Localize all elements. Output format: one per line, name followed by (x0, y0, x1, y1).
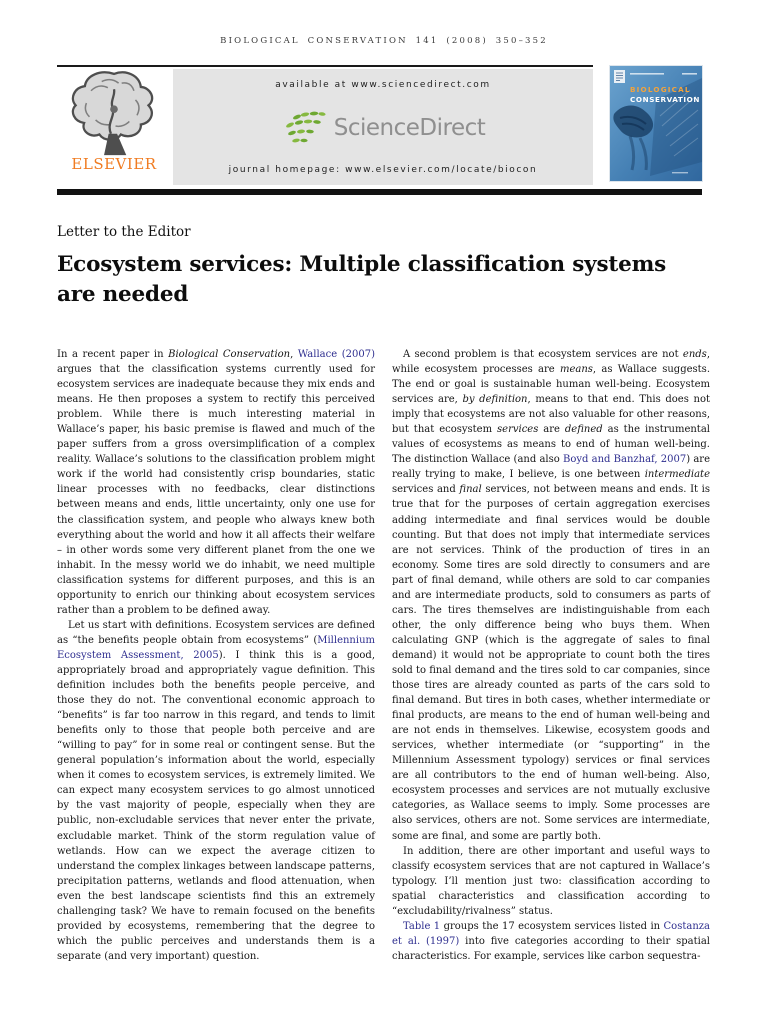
body-text: ) are really trying to make, I believe, is one between (392, 454, 711, 481)
publisher-banner (57, 65, 710, 197)
paragraph (392, 919, 710, 964)
emphasis-text: by definition (462, 394, 528, 406)
emphasis-text: means (559, 364, 593, 376)
banner-top-rule (57, 65, 593, 67)
body-text: In addition, there are other important and useful ways to classify ecosystem services that are not captured in Wallace’s typology. I’ll mention just two: classification according to spatial characteristics and classification according to “excludability/rivalness” status. (392, 845, 710, 917)
paragraph (57, 618, 375, 964)
elsevier-tree-icon (68, 69, 160, 157)
sciencedirect-leaves-icon (281, 109, 327, 147)
body-text: , (290, 349, 298, 360)
citation-link[interactable]: Millennium Ecosystem Assessment, 2005 (57, 634, 375, 661)
emphasis-text: intermediate (644, 469, 710, 481)
journal-homepage-link[interactable]: journal homepage: www.elsevier.com/locate/biocon (228, 165, 538, 175)
sciencedirect-wordmark: ScienceDirect (333, 114, 486, 141)
paragraph (392, 844, 710, 919)
body-text: , means to that end. This does not imply that ecosystems are not also valuable for other reasons, but that ecosystem (392, 394, 710, 436)
emphasis-text: ends (682, 349, 707, 360)
cover-title-line1: BIOLOGICAL (630, 85, 691, 94)
running-head-citation: BIOLOGICAL CONSERVATION 141 (2008) 350–352 (220, 36, 548, 46)
text-column-right (392, 347, 710, 964)
body-text: services and (392, 484, 460, 496)
section-label: Letter to the Editor (57, 224, 191, 240)
emphasis-text: defined (564, 424, 603, 436)
body-text: , while ecosystem processes are (392, 349, 710, 376)
body-text: into five categories according to their spatial characteristics. For example, services like carbon sequestra- (392, 935, 710, 962)
emphasis-text: final (459, 484, 482, 496)
article-title: Ecosystem services: Multiple classification systems are needed (57, 252, 667, 307)
article-body (57, 347, 710, 964)
citation-link[interactable]: Costanza et al. (1997) (392, 920, 710, 947)
body-text: A second problem is that ecosystem services are not (403, 349, 683, 360)
emphasis-text: services (497, 424, 539, 436)
citation-link[interactable]: Wallace (2007) (297, 349, 375, 360)
sciencedirect-logo (281, 109, 486, 147)
emphasis-text: Biological Conservation (168, 349, 291, 360)
paragraph (392, 347, 710, 844)
body-text: are (538, 424, 565, 436)
journal-cover-image (610, 66, 702, 181)
body-text: as the instrumental values of ecosystems as means to end of human well-being. The distinction Wallace (and also (392, 424, 710, 466)
body-text: In a recent paper in (57, 349, 169, 360)
body-text: services, not between means and ends. It is true that for the purposes of certain aggregation exercises adding intermediate and final services would be double counting. But that does not imply that intermediate services are not services. Think of the production of tires in an economy. Some tires are sold directly to consumers and are part of final demand, while others are sold to car companies and are intermediate products, sold to consumers as parts of cars. The tires themselves are indistinguishable from each other, the only difference being who buys them. When calculating GNP (which is the aggregate of sales to final demand) it would not be appropriate to count both the tires sold to final demand and the tires sold to car companies, since those tires are already counted as parts of the cars sold to final demand. But tires in both cases, whether intermediate or final products, are means to the end of human well-being and are not ends in themselves. Likewise, ecosystem goods and services, whether intermediate (or “supporting” in the Millennium Assessment typology) services or final services are all contributors to the end of human well-being. Also, ecosystem processes and services are not mutually exclusive categories, as Wallace seems to imply. Some processes are also services, others are not. Some services are intermediate, some are final, and some are partly both. (392, 484, 710, 842)
journal-cover (610, 66, 702, 181)
elsevier-logo (57, 69, 171, 185)
citation-link[interactable]: Table 1 (403, 920, 441, 932)
body-text: ). I think this is a good, appropriately broad and appropriately vague definition. This definition includes both the benefits people perceive, and those they do not. The conventional economic approach to “benefits” is far too narrow in this regard, and tends to limit benefits only to those that people both perceive and are “willing to pay” for in some real or contingent sense. But the general population’s information about the world, especially when it comes to ecosystem services, is extremely limited. We can expect many ecosystem services to go almost unnoticed by the vast majority of people, especially when they are public, non-excludable services that never enter the private, excludable market. Think of the storm regulation value of wetlands. How can we expect the average citizen to understand the complex linkages between landscape patterns, precipitation patterns, wetlands and flood attenuation, when even the best landscape scientists find this an extremely challenging task? We have to remain focused on the benefits provided by ecosystems, remembering that the degree to which the public perceives and understands them is a separate (and very important) question. (57, 649, 375, 962)
available-at-link[interactable]: available at www.sciencedirect.com (275, 80, 491, 90)
sciencedirect-banner (173, 69, 593, 185)
body-text: , as Wallace suggests. The end or goal is sustainable human well-being. Ecosystem services are, (392, 364, 710, 406)
paragraph (57, 347, 375, 618)
body-text: groups the 17 ecosystem services listed in (440, 920, 664, 932)
cover-title-line2: CONSERVATION (630, 95, 701, 104)
elsevier-wordmark: ELSEVIER (71, 155, 157, 173)
body-text: argues that the classification systems currently used for ecosystem services are inadequate because they mix ends and means. He then proposes a system to rectify this perceived problem. While there is much interesting material in Wallace’s paper, his basic premise is flawed and much of the paper suffers from a gross oversimplification of a complex reality. Wallace’s solutions to the classification problem might work if the world had consistently crisp boundaries, static linear processes with no feedbacks, clear distinctions between means and ends, little uncertainty, only one use for the classification system, and people who always knew both everything about the world and how it all affects their welfare – in other words some very different planet from the one we inhabit. In the messy world we do inhabit, we need multiple classification systems for different purposes, and this is an opportunity to enrich our thinking about ecosystem services rather than a problem to be defined away. (57, 364, 375, 616)
text-column-left (57, 347, 375, 964)
citation-link[interactable]: Boyd and Banzhaf, 2007 (563, 454, 687, 466)
banner-bottom-bar (57, 189, 702, 195)
body-text: Let us start with definitions. Ecosystem services are defined as “the benefits people obtain from ecosystems” ( (57, 619, 375, 646)
